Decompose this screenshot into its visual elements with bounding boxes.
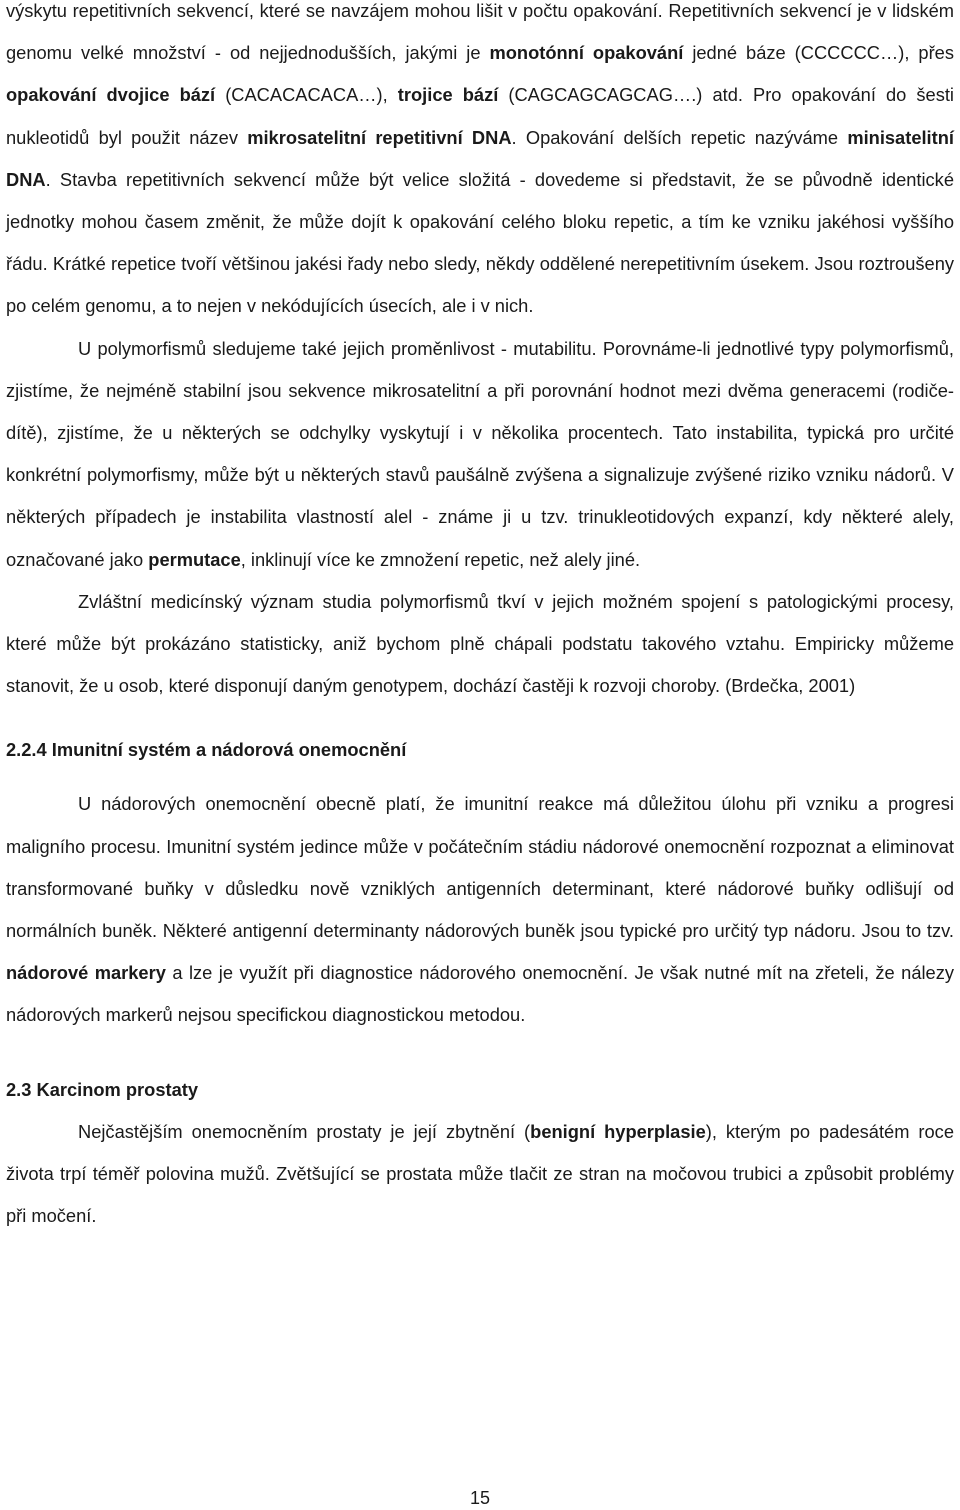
text-run: ), kterým po padesátém roce života trpí téměř polovina mužů. Zvětšující se prostata může tlačit ze stran na močovou trubici a způsobit problémy při močení. — [6, 1120, 954, 1227]
text-run: U polymorfismů sledujeme také jejich proměnlivost - mutabilitu. Porovnáme-li jednotlivé typy polymorfismů, zjistíme, že nejméně stabilní jsou sekvence mikrosatelitní a při porovnání hodnot mezi dvěma generacemi (rodiče-dítě), zjistíme, že u některých se odchylky vyskytují i v několika procentech. Tato instabilita, typická pro určité konkrétní polymorfismy, může být u některých stavů paušálně zvýšena a signalizuje zvýšené riziko vzniku nádorů. V některých případech je instabilita vlastností alel - známe ji u tzv. trinukleotidových expanzí, kdy některé alely, označované jako — [6, 337, 954, 570]
text-run: . Stavba repetitivních sekvencí může být velice složitá - dovedeme si představit, že se původně identické jednotky mohou časem změnit, že může dojít k opakování celého bloku repetic, a tím ke vzniku jakéhosi vyššího řádu. Krátké repetice tvoří většinou jakési řady nebo sledy, někdy oddělené nerepetitivním úsekem. Jsou roztroušeny po celém genomu, a to nejen v nekódujících úsecích, ale i v nich. — [6, 168, 954, 317]
paragraph-repetitive-sequences — [6, 0, 954, 328]
paragraph-immune-system — [6, 783, 954, 1036]
text-run: (CAGCAGCAGCAG….) atd. Pro opakování do šesti nukleotidů byl použit název — [6, 84, 954, 148]
bold-term-monotonni-opakovani: monotónní opakování — [489, 42, 684, 64]
text-run: výskytu repetitivních sekvencí, které se navzájem mohou lišit v počtu opakování. Repetitivních sekvencí je v lidském genomu velké množství - od nejjednodušších, jakými je — [6, 0, 954, 64]
paragraph-medical-significance — [6, 581, 954, 708]
text-run: a lze je využít při diagnostice nádorového onemocnění. Je však nutné mít na zřeteli, že nálezy nádorových markerů nejsou specifickou diagnostickou metodou. — [6, 962, 954, 1026]
section-heading-karcinom-prostaty: 2.3 Karcinom prostaty — [6, 1078, 199, 1100]
bold-term-permutace: permutace — [148, 548, 241, 570]
bold-term-opakovani-dvojice-bazi: opakování dvojice bází — [6, 84, 216, 106]
text-run: Zvláštní medicínský význam studia polymorfismů tkví v jejich možném spojení s patologickými procesy, které může být prokázáno statisticky, aniž bychom plně chápali podstatu takového vztahu. Empiricky můžeme stanovit, že u osob, které disponují daným genotypem, dochází častěji k rozvoji choroby. (Brdečka, 2001) — [6, 590, 954, 697]
bold-term-trojice-bazi: trojice bází — [397, 84, 499, 106]
text-run: Nejčastějším onemocněním prostaty je její zbytnění ( — [78, 1120, 531, 1142]
page-number: 15 — [469, 1488, 491, 1508]
text-run: jedné báze (CCCCCC…), přes — [683, 42, 954, 64]
bold-term-minisatelitni-dna: minisatelitní DNA — [6, 126, 954, 190]
bold-term-benigni-hyperplasie: benigní hyperplasie — [530, 1120, 706, 1142]
document-page — [6, 0, 954, 1237]
bold-term-nadorove-markery: nádorové markery — [6, 962, 166, 984]
paragraph-mutability — [6, 328, 954, 581]
text-run: (CACACACACA…), — [215, 84, 398, 106]
text-run: , inklinují více ke zmnožení repetic, než alely jiné. — [240, 548, 641, 570]
paragraph-prostate — [6, 1111, 954, 1238]
section-heading-imunitni-system: 2.2.4 Imunitní systém a nádorová onemocnění — [6, 739, 407, 761]
text-run: . Opakování delších repetic nazýváme — [511, 126, 848, 148]
bold-term-mikrosatelitni-dna: mikrosatelitní repetitivní DNA — [247, 126, 512, 148]
text-run: U nádorových onemocnění obecně platí, že imunitní reakce má důležitou úlohu při vzniku a progresi maligního procesu. Imunitní systém jedince může v počátečním stádiu nádorové onemocnění rozpoznat a eliminovat transformované buňky v důsledku nově vzniklých antigenních determinant, které nádorové buňky odlišují od normálních buněk. Některé antigenní determinanty nádorových buněk jsou typické pro určitý typ nádoru. Jsou to tzv. — [6, 793, 954, 942]
